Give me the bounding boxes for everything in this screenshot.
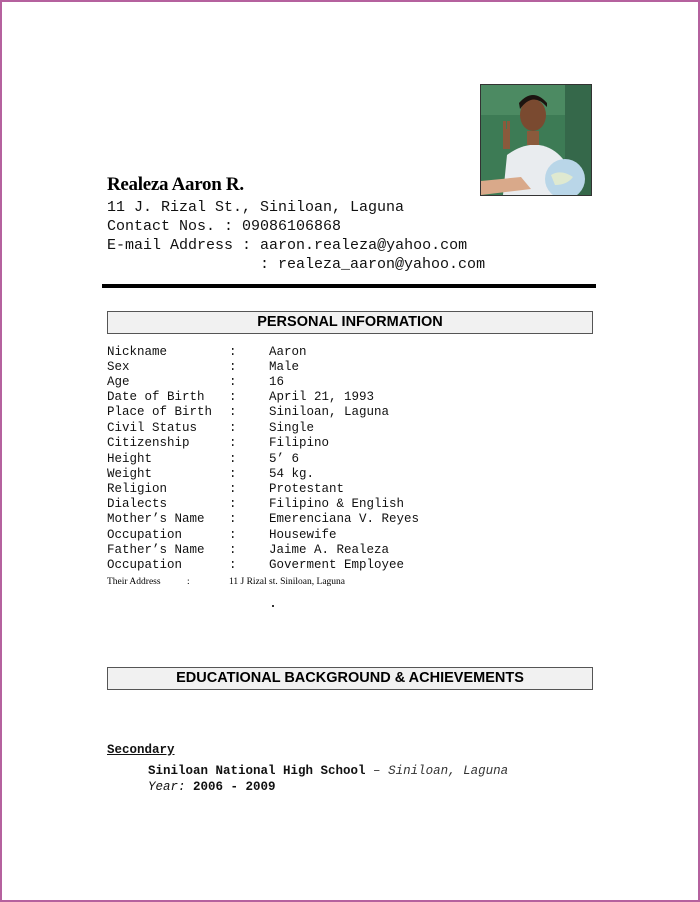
info-value: Male: [269, 360, 300, 374]
info-value: Goverment Employee: [269, 558, 405, 572]
email-label: E-mail Address :: [107, 237, 252, 254]
info-value: 54 kg.: [269, 467, 315, 481]
school-line: [148, 764, 508, 778]
info-label: Dialects: [107, 497, 168, 511]
their-address-value: 11 J Rizal st. Siniloan, Laguna: [229, 577, 346, 587]
info-colon: :: [229, 512, 237, 526]
info-colon: :: [229, 528, 237, 542]
their-address-colon: :: [187, 577, 190, 587]
info-value: Single: [269, 421, 315, 435]
info-colon: :: [229, 543, 237, 557]
info-value: Filipino & English: [269, 497, 405, 511]
school-separator: –: [365, 764, 389, 778]
personal-info-heading: PERSONAL INFORMATION: [107, 311, 593, 334]
info-colon: :: [229, 405, 237, 419]
info-label: Occupation: [107, 558, 183, 572]
school-location: Siniloan, Laguna: [388, 764, 509, 778]
info-value: Protestant: [269, 482, 345, 496]
info-label: Nickname: [107, 345, 168, 359]
info-value: Jaime A. Realeza: [269, 543, 390, 557]
info-label: Sex: [107, 360, 130, 374]
info-value: April 21, 1993: [269, 390, 375, 404]
info-colon: :: [229, 375, 237, 389]
info-value: 5’ 6: [269, 452, 300, 466]
info-label: Civil Status: [107, 421, 198, 435]
info-value: 16: [269, 375, 285, 389]
info-value: Filipino: [269, 436, 330, 450]
info-colon: :: [229, 360, 237, 374]
info-label: Religion: [107, 482, 168, 496]
info-colon: :: [229, 390, 237, 404]
contact-label: Contact Nos. :: [107, 218, 234, 235]
year-label: Year:: [148, 780, 186, 794]
info-colon: :: [229, 558, 237, 572]
info-value: Housewife: [269, 528, 337, 542]
email-secondary: realeza_aaron@yahoo.com: [278, 256, 486, 273]
email-line-secondary: [260, 256, 485, 273]
their-address-label: Their Address: [107, 577, 161, 587]
stray-dot: [272, 605, 274, 607]
info-value: Aaron: [269, 345, 307, 359]
info-label: Date of Birth: [107, 390, 205, 404]
info-label: Father’s Name: [107, 543, 205, 557]
info-label: Weight: [107, 467, 153, 481]
info-colon: :: [229, 345, 237, 359]
year-line: [148, 780, 276, 794]
secondary-heading: Secondary: [107, 743, 175, 757]
info-label: Place of Birth: [107, 405, 213, 419]
info-label: Citizenship: [107, 436, 190, 450]
info-colon: :: [229, 482, 237, 496]
info-label: Occupation: [107, 528, 183, 542]
email-primary: aaron.realeza@yahoo.com: [260, 237, 468, 254]
year-value: 2006 - 2009: [193, 780, 276, 794]
info-colon: :: [229, 452, 237, 466]
contact-line: [107, 218, 341, 235]
contact-number: 09086106868: [242, 218, 342, 235]
info-label: Mother’s Name: [107, 512, 205, 526]
address-line: 11 J. Rizal St., Siniloan, Laguna: [107, 199, 405, 216]
info-colon: :: [229, 436, 237, 450]
email-secondary-colon: :: [260, 256, 270, 273]
school-name: Siniloan National High School: [148, 764, 366, 778]
info-value: Emerenciana V. Reyes: [269, 512, 420, 526]
info-colon: :: [229, 421, 237, 435]
profile-photo: [480, 84, 592, 196]
info-label: Height: [107, 452, 153, 466]
education-heading: EDUCATIONAL BACKGROUND & ACHIEVEMENTS: [107, 667, 593, 690]
info-colon: :: [229, 467, 237, 481]
info-value: Siniloan, Laguna: [269, 405, 390, 419]
email-line: [107, 237, 467, 254]
info-colon: :: [229, 497, 237, 511]
applicant-name: Realeza Aaron R.: [107, 174, 244, 195]
header-divider: [102, 284, 596, 288]
info-label: Age: [107, 375, 130, 389]
